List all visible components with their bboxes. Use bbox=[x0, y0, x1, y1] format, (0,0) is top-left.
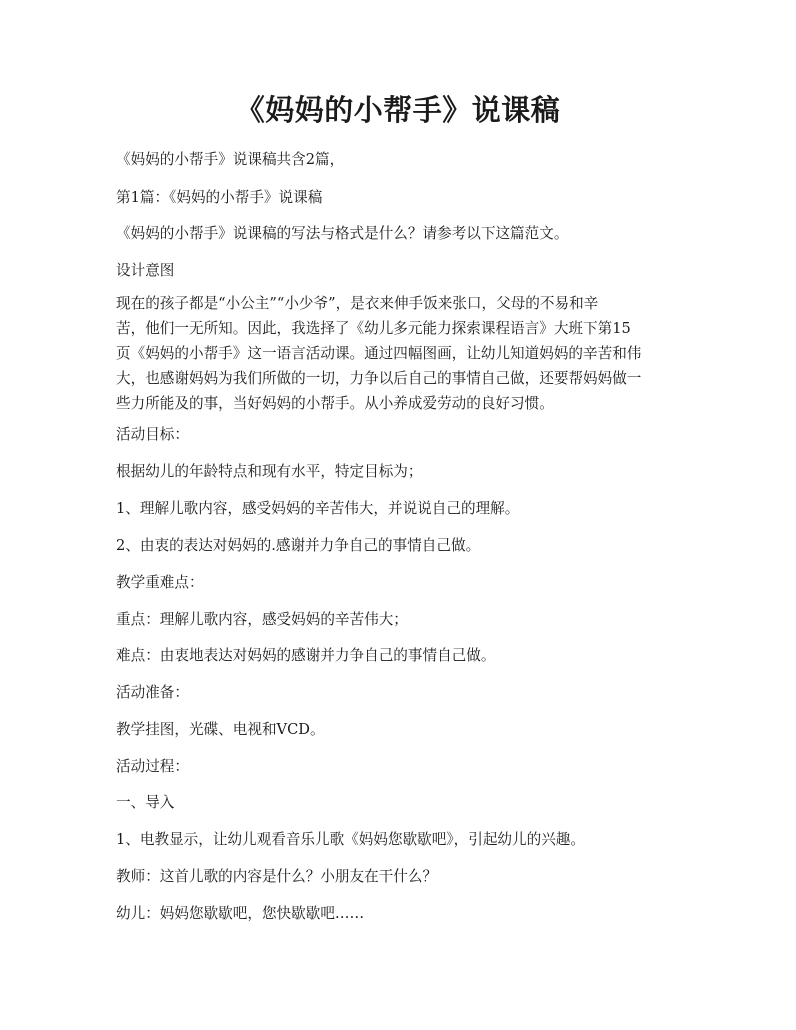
process-item-1: 1、电教显示，让幼儿观看音乐儿歌《妈妈您歇歇吧》，引起幼儿的兴趣。 bbox=[116, 831, 585, 848]
section-heading-goals: 活动目标： bbox=[116, 426, 189, 443]
intro-line: 《妈妈的小帮手》说课稿共含2篇， bbox=[116, 151, 345, 168]
document-title: 《妈妈的小帮手》说课稿 bbox=[235, 93, 561, 127]
part-heading: 第1篇：《妈妈的小帮手》说课稿 bbox=[116, 189, 323, 206]
design-intent-line: 大，也感谢妈妈为我们所做的一切，力争以后自己的事情自己做，还要帮妈妈做一 bbox=[116, 370, 642, 387]
goal-item-2: 2、由衷的表达对妈妈的.感谢并力争自己的事情自己做。 bbox=[116, 537, 481, 554]
summary-line: 《妈妈的小帮手》说课稿的写法与格式是什么？请参考以下这篇范文。 bbox=[116, 225, 569, 242]
design-intent-paragraph bbox=[116, 291, 686, 416]
teacher-line: 教师：这首儿歌的内容是什么？小朋友在干什么？ bbox=[116, 868, 438, 885]
section-heading-process: 活动过程： bbox=[116, 758, 189, 775]
goals-intro: 根据幼儿的年龄特点和现有水平，特定目标为； bbox=[116, 463, 423, 480]
preparation-line: 教学挂图，光碟、电视和VCD。 bbox=[116, 721, 325, 738]
child-line: 幼儿：妈妈您歇歇吧，您快歇歇吧…… bbox=[116, 905, 365, 922]
design-intent-line: 苦，他们一无所知。因此，我选择了《幼儿多元能力探索课程语言》大班下第15 bbox=[116, 320, 631, 337]
section-heading-key-points: 教学重难点： bbox=[116, 574, 204, 591]
key-point: 重点：理解儿歌内容，感受妈妈的辛苦伟大； bbox=[116, 611, 408, 628]
design-intent-line: 页《妈妈的小帮手》这一语言活动课。通过四幅图画，让幼儿知道妈妈的辛苦和伟 bbox=[116, 345, 642, 362]
design-intent-line: 些力所能及的事，当好妈妈的小帮手。从小养成爱劳动的良好习惯。 bbox=[116, 395, 554, 412]
section-heading-preparation: 活动准备： bbox=[116, 684, 189, 701]
process-step-heading: 一、导入 bbox=[116, 794, 175, 811]
section-heading-design-intent: 设计意图 bbox=[116, 262, 175, 279]
goal-item-1: 1、理解儿歌内容，感受妈妈的辛苦伟大，并说说自己的理解。 bbox=[116, 500, 520, 517]
difficult-point: 难点：由衷地表达对妈妈的感谢并力争自己的事情自己做。 bbox=[116, 647, 496, 664]
design-intent-line: 现在的孩子都是“小公主”“小少爷”，是衣来伸手饭来张口，父母的不易和辛 bbox=[116, 295, 599, 312]
